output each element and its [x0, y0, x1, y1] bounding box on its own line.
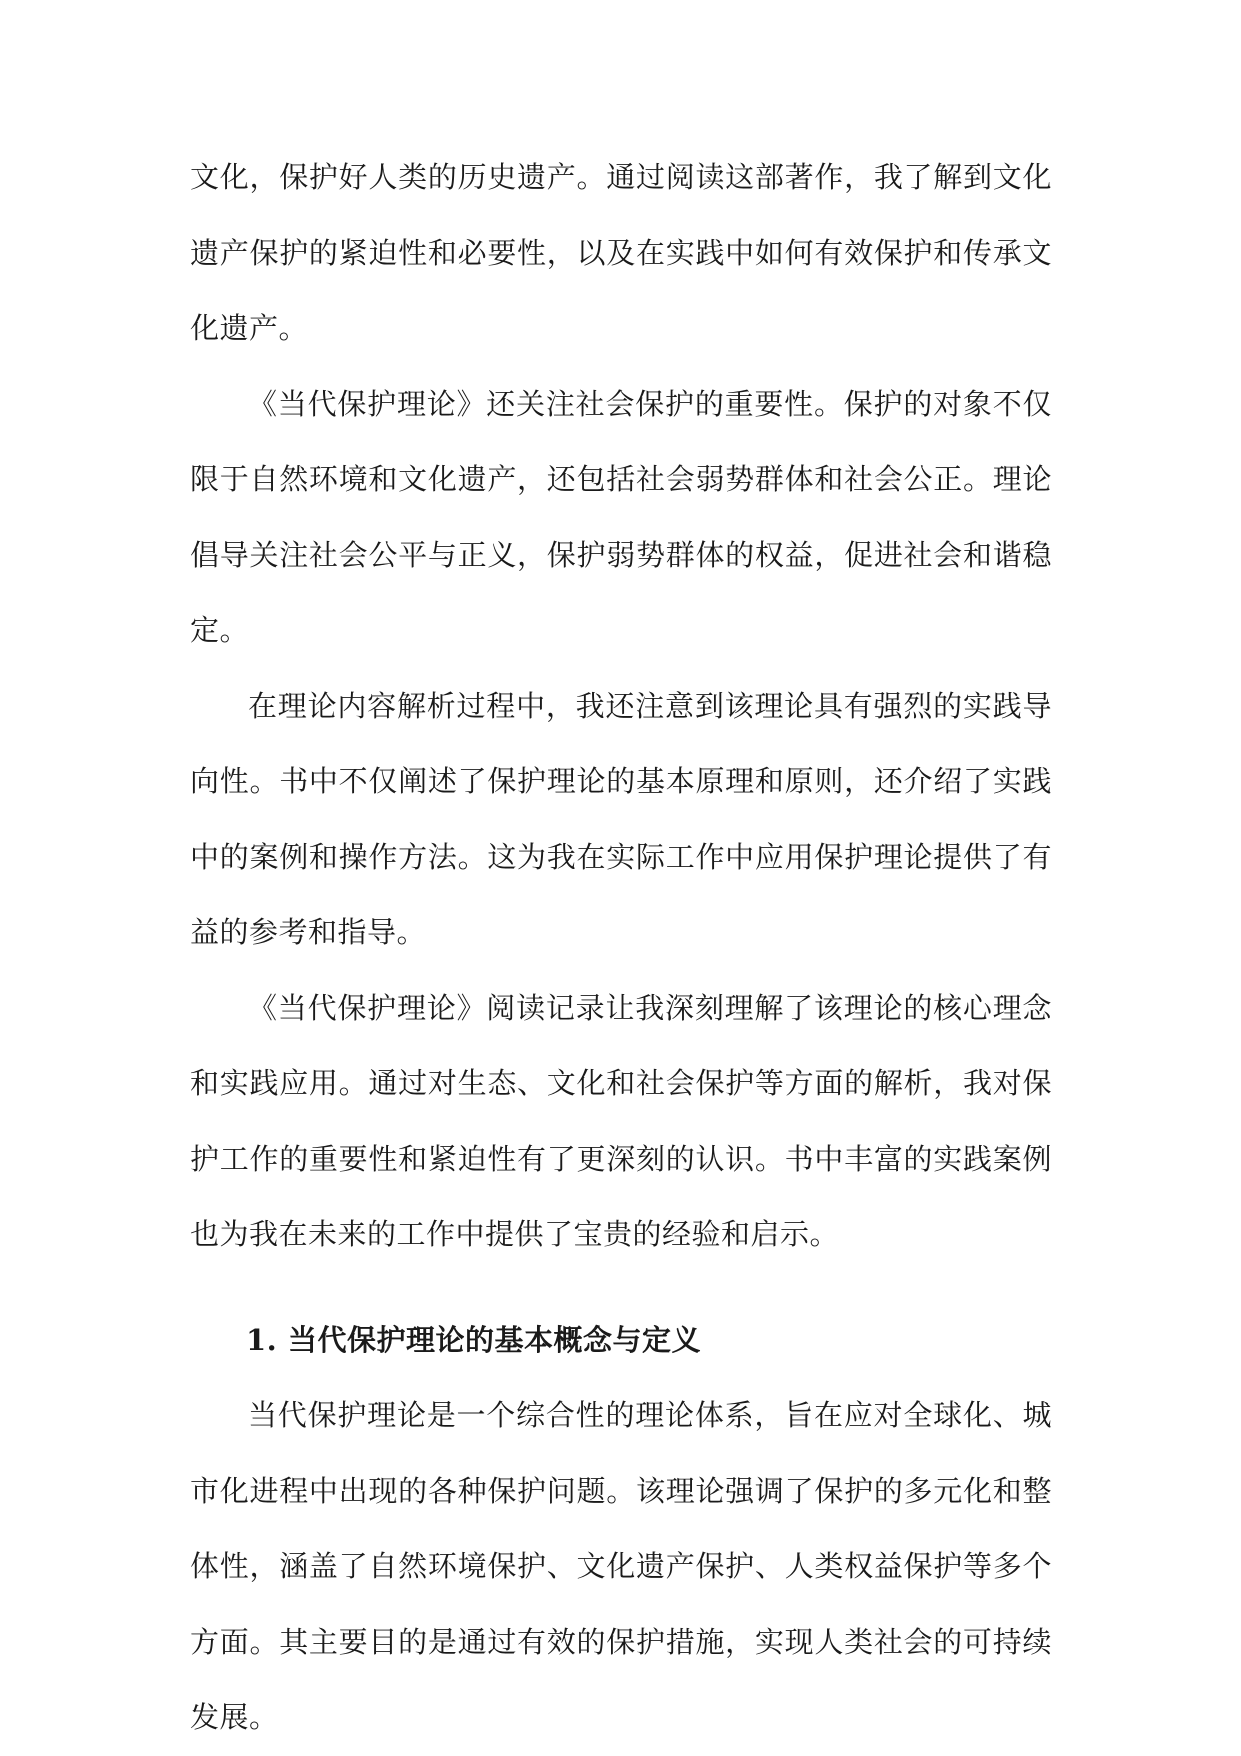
paragraph-continuation: 文化，保护好人类的历史遗产。通过阅读这部著作，我了解到文化遗产保护的紧迫性和必要性，以及在实践中如何有效保护和传承文化遗产。 [190, 160, 1052, 345]
paragraph-practice-orientation: 在理论内容解析过程中，我还注意到该理论具有强烈的实践导向性。书中不仅阐述了保护理论的基本原理和原则，还介绍了实践中的案例和操作方法。这为我在实际工作中应用保护理论提供了有益的参考和指导。 [190, 688, 1052, 949]
paragraph-reading-summary: 《当代保护理论》阅读记录让我深刻理解了该理论的核心理念和实践应用。通过对生态、文化和社会保护等方面的解析，我对保护工作的重要性和紧迫性有了更深刻的认识。书中丰富的实践案例也为我在未来的工作中提供了宝贵的经验和启示。 [190, 990, 1052, 1251]
paragraph-social-protection: 《当代保护理论》还关注社会保护的重要性。保护的对象不仅限于自然环境和文化遗产，还包括社会弱势群体和社会公正。理论倡导关注社会公平与正义，保护弱势群体的权益，促进社会和谐稳定。 [190, 386, 1052, 647]
section-number: 1. [246, 1322, 278, 1357]
section-heading [190, 1303, 1052, 1379]
document-page [190, 140, 1052, 1756]
section-body-paragraph: 当代保护理论是一个综合性的理论体系，旨在应对全球化、城市化进程中出现的各种保护问题。该理论强调了保护的多元化和整体性，涵盖了自然环境保护、文化遗产保护、人类权益保护等多个方面。其主要目的是通过有效的保护措施，实现人类社会的可持续发展。 [190, 1398, 1052, 1734]
section-title: 当代保护理论的基本概念与定义 [288, 1322, 702, 1357]
